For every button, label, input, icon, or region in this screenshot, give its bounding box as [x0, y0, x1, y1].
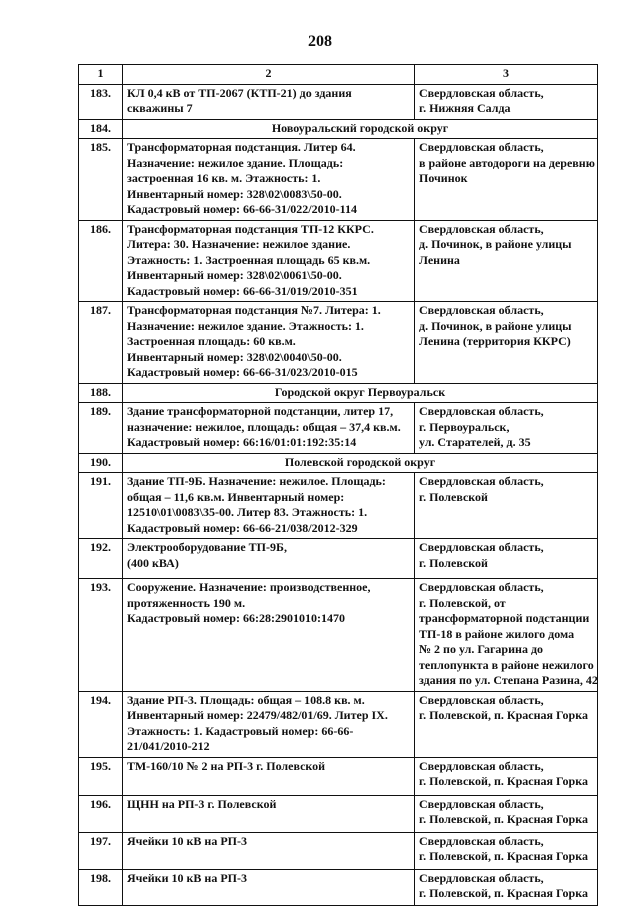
row-number: 183. — [79, 84, 123, 119]
location-line: в районе автодороги на деревню — [419, 155, 595, 170]
row-number: 184. — [79, 119, 123, 139]
section-row — [79, 119, 598, 139]
location-line: трансформаторной подстанции — [419, 611, 590, 625]
location-line: Свердловская область, — [419, 221, 544, 236]
object-line: Застроенная площадь: 60 кв.м. — [127, 334, 296, 348]
object-line: Инвентарный номер: 328\02\0061\50-00. — [127, 268, 342, 282]
table-row — [79, 757, 598, 795]
row-number: 194. — [79, 691, 123, 757]
row-number: 193. — [79, 579, 123, 692]
row-number: 185. — [79, 139, 123, 221]
object-line: Здание ТП-9Б. Назначение: нежилое. Площадь: — [127, 474, 386, 488]
object-description — [123, 579, 415, 692]
table-header-row — [79, 65, 598, 85]
object-line: Электрооборудование ТП-9Б, — [127, 540, 287, 554]
location-line: г. Полевской, п. Красная Горка — [419, 886, 588, 900]
location-line: Свердловская область, — [419, 796, 544, 811]
location-line: Починок — [419, 171, 468, 185]
object-description — [123, 795, 415, 832]
object-line: 12510\01\0083\35-00. Литер 83. Этажность: 1. — [127, 505, 368, 519]
column-header-location: 3 — [415, 65, 598, 85]
object-line: Назначение: нежилое здание. Этажность: 1. — [127, 318, 364, 333]
object-description — [123, 220, 415, 302]
object-description — [123, 691, 415, 757]
table-row — [79, 302, 598, 384]
object-description — [123, 84, 415, 119]
location-line: Свердловская область, — [419, 870, 544, 885]
location-line: Свердловская область, — [419, 140, 544, 154]
row-number: 196. — [79, 795, 123, 832]
object-line: Инвентарный номер: 22479/482/01/69. Литер IX. — [127, 708, 388, 722]
location-line: г. Полевской, п. Красная Горка — [419, 708, 588, 722]
table-row — [79, 139, 598, 221]
section-row — [79, 383, 598, 403]
object-location — [415, 795, 598, 832]
object-line: ТМ-160/10 № 2 на РП-3 г. Полевской — [127, 758, 326, 773]
object-line: Назначение: нежилое здание. Площадь: — [127, 155, 344, 170]
location-line: Свердловская область, — [419, 474, 544, 488]
table-row — [79, 691, 598, 757]
table-row — [79, 795, 598, 832]
object-line: Трансформаторная подстанция №7. Литера: 1. — [127, 303, 381, 317]
location-line: ул. Старателей, д. 35 — [419, 435, 531, 449]
object-location — [415, 832, 598, 869]
object-line: Кадастровый номер: 66:16/01:01:192:35:14 — [127, 435, 357, 449]
location-line: Свердловская область, — [419, 580, 544, 594]
section-title: Новоуральский городской округ — [123, 119, 598, 139]
table-row — [79, 579, 598, 692]
location-line: Ленина — [419, 252, 460, 267]
location-line: г. Полевской, п. Красная Горка — [419, 812, 588, 826]
table-row — [79, 473, 598, 539]
row-number: 189. — [79, 403, 123, 454]
object-location — [415, 691, 598, 757]
location-line: д. Починок, в районе улицы — [419, 237, 572, 251]
object-line: Трансформаторная подстанция. Литер 64. — [127, 140, 356, 154]
object-description — [123, 302, 415, 384]
object-line: Литера: 30. Назначение: нежилое здание. — [127, 237, 351, 251]
object-line: Инвентарный номер: 328\02\0083\50-00. — [127, 186, 342, 201]
object-line: скважины 7 — [127, 101, 193, 115]
object-description — [123, 473, 415, 539]
object-line: ЩНН на РП-3 г. Полевской — [127, 796, 277, 811]
location-line: г. Полевской, от — [419, 595, 506, 610]
location-line: Ленина (территория ККРС) — [419, 334, 571, 348]
object-line: Этажность: 1. Застроенная площадь 65 кв.м. — [127, 252, 371, 267]
location-line: теплопункта в районе нежилого — [419, 657, 594, 672]
row-number: 187. — [79, 302, 123, 384]
location-line: г. Полевской, п. Красная Горка — [419, 774, 588, 788]
location-line: г. Полевской, п. Красная Горка — [419, 849, 588, 863]
row-number: 192. — [79, 539, 123, 579]
column-header-number: 1 — [79, 65, 123, 85]
table-row — [79, 84, 598, 119]
location-line: Свердловская область, — [419, 85, 544, 100]
location-line: г. Полевской — [419, 555, 488, 570]
table-row — [79, 220, 598, 302]
location-line: д. Починок, в районе улицы — [419, 318, 572, 333]
location-line: ТП-18 в районе жилого дома — [419, 626, 575, 641]
object-description — [123, 403, 415, 454]
object-location — [415, 139, 598, 221]
object-line: Кадастровый номер: 66-66-21/038/2012-329 — [127, 520, 358, 535]
row-number: 198. — [79, 869, 123, 905]
object-line: Инвентарный номер: 328\02\0040\50-00. — [127, 349, 342, 364]
location-line: здания по ул. Степана Разина, 42 — [419, 673, 598, 687]
object-line: назначение: нежилое, площадь: общая – 37,4 кв.м. — [127, 419, 401, 434]
location-line: Свердловская область, — [419, 303, 544, 317]
object-location — [415, 84, 598, 119]
object-location — [415, 539, 598, 579]
object-line: Ячейки 10 кВ на РП-3 — [127, 833, 247, 848]
object-line: Трансформаторная подстанция ТП-12 ККРС. — [127, 221, 374, 236]
location-line: Свердловская область, — [419, 404, 544, 418]
object-line: общая – 11,6 кв.м. Инвентарный номер: — [127, 489, 345, 504]
location-line: г. Первоуральск, — [419, 419, 510, 434]
object-line: Кадастровый номер: 66-66-31/019/2010-351 — [127, 283, 358, 298]
location-line: № 2 по ул. Гагарина до — [419, 642, 544, 656]
object-line: Кадастровый номер: 66:28:2901010:1470 — [127, 611, 345, 625]
object-location — [415, 579, 598, 692]
location-line: Свердловская область, — [419, 540, 544, 554]
object-line: протяженность 190 м. — [127, 595, 246, 610]
row-number: 190. — [79, 453, 123, 473]
table-row — [79, 403, 598, 454]
column-header-object: 2 — [123, 65, 415, 85]
object-line: Здание трансформаторной подстанции, литер 17, — [127, 404, 394, 418]
row-number: 191. — [79, 473, 123, 539]
object-location — [415, 757, 598, 795]
object-line: (400 кВА) — [127, 555, 179, 570]
registry-table-body — [79, 65, 598, 906]
object-location — [415, 869, 598, 905]
object-description — [123, 539, 415, 579]
object-location — [415, 220, 598, 302]
object-line: Кадастровый номер: 66-66-31/022/2010-114 — [127, 202, 357, 216]
row-number: 195. — [79, 757, 123, 795]
row-number: 197. — [79, 832, 123, 869]
object-location — [415, 473, 598, 539]
object-line: 21/041/2010-212 — [127, 739, 210, 753]
object-line: Ячейки 10 кВ на РП-3 — [127, 870, 247, 885]
section-title: Полевской городской округ — [123, 453, 598, 473]
location-line: Свердловская область, — [419, 692, 544, 707]
object-location — [415, 403, 598, 454]
section-title: Городской округ Первоуральск — [123, 383, 598, 403]
object-description — [123, 757, 415, 795]
location-line: Свердловская область, — [419, 833, 544, 848]
object-description — [123, 139, 415, 221]
location-line: г. Нижняя Салда — [419, 101, 511, 115]
section-row — [79, 453, 598, 473]
object-line: Этажность: 1. Кадастровый номер: 66-66- — [127, 723, 354, 738]
object-line: Кадастровый номер: 66-66-31/023/2010-015 — [127, 365, 358, 379]
object-location — [415, 302, 598, 384]
object-line: Сооружение. Назначение: производственное, — [127, 580, 371, 594]
object-line: застроенная 16 кв. м. Этажность: 1. — [127, 171, 321, 185]
object-line: Здание РП-3. Площадь: общая – 108.8 кв. м. — [127, 692, 365, 707]
table-row — [79, 869, 598, 905]
object-line: КЛ 0,4 кВ от ТП-2067 (КТП-21) до здания — [127, 85, 352, 100]
object-description — [123, 869, 415, 905]
location-line: Свердловская область, — [419, 758, 544, 773]
location-line: г. Полевской — [419, 489, 488, 504]
property-registry-table — [78, 64, 598, 906]
object-description — [123, 832, 415, 869]
table-row — [79, 832, 598, 869]
table-row — [79, 539, 598, 579]
page-number: 208 — [308, 33, 332, 50]
row-number: 186. — [79, 220, 123, 302]
row-number: 188. — [79, 383, 123, 403]
